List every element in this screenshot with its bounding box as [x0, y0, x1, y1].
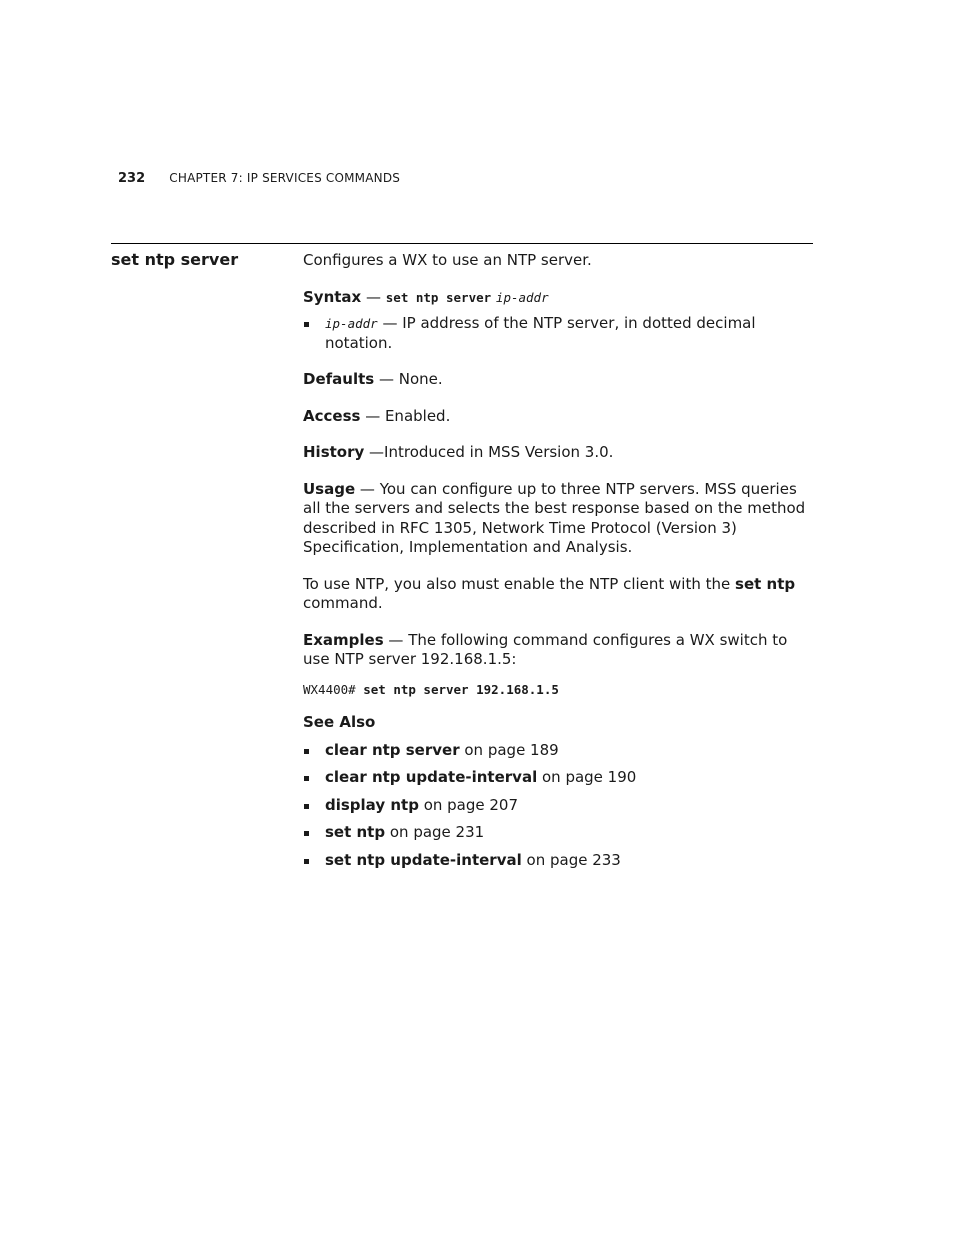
list-item	[303, 768, 813, 788]
examples-paragraph	[303, 631, 813, 670]
defaults-label: Defaults	[303, 370, 375, 388]
see-also-page-ref: on page 189	[459, 740, 559, 759]
example-code	[303, 680, 813, 700]
defaults-line	[303, 370, 813, 390]
see-also-link[interactable]: display ntp	[325, 795, 419, 814]
usage-text: — You can configure up to three NTP servers. MSS queries all the servers and selects the best response based on the method described in RFC 1305, Network Time Protocol (Version 3) Specification, Implementation and Analysis.	[303, 479, 806, 556]
syntax-dash: —	[361, 287, 386, 306]
usage-label: Usage	[303, 479, 356, 498]
page-header	[118, 171, 400, 186]
list-item	[303, 851, 813, 871]
see-also-page-ref: on page 233	[521, 850, 621, 869]
usage-p2-before: To use NTP, you also must enable the NTP client with the	[303, 574, 736, 593]
syntax-label: Syntax	[303, 287, 362, 306]
history-text: —Introduced in MSS Version 3.0.	[364, 443, 614, 461]
see-also-page-ref: on page 231	[385, 823, 485, 841]
param-name: ip-addr	[325, 316, 378, 331]
usage-paragraph-2	[303, 575, 813, 614]
examples-label: Examples	[303, 630, 384, 649]
command-description: Configures a WX to use an NTP server.	[303, 251, 592, 269]
syntax-params-list	[303, 314, 813, 353]
usage-p2-after: command.	[303, 594, 383, 612]
defaults-text: — None.	[374, 370, 443, 388]
command-body	[303, 251, 813, 878]
access-text: — Enabled.	[360, 406, 451, 425]
see-also-link[interactable]: clear ntp server	[325, 740, 460, 759]
list-item	[303, 314, 813, 353]
access-line	[303, 407, 813, 427]
examples-text: — The following command configures a WX switch to use NTP server 192.168.1.5:	[303, 630, 788, 668]
see-also-link[interactable]: set ntp	[325, 823, 386, 841]
see-also-page-ref: on page 207	[418, 795, 519, 814]
page-number: 232	[118, 171, 146, 186]
param-desc: — IP address of the NTP server, in dotted decimal notation.	[325, 314, 756, 352]
syntax-param: ip-addr	[495, 289, 549, 305]
example-prompt: WX4400#	[303, 681, 364, 697]
see-also-heading: See Also	[303, 713, 376, 731]
access-label: Access	[303, 406, 361, 425]
list-item	[303, 823, 813, 843]
section-divider	[111, 243, 813, 244]
usage-paragraph	[303, 480, 813, 558]
command-title: set ntp server	[111, 250, 239, 269]
chapter-title: CHAPTER 7: IP SERVICES COMMANDS	[169, 171, 401, 185]
list-item	[303, 796, 813, 816]
example-command: set ntp server 192.168.1.5	[363, 681, 559, 697]
see-also-link[interactable]: clear ntp update-interval	[325, 768, 538, 786]
syntax-line	[303, 288, 813, 308]
syntax-command: set ntp server	[385, 289, 492, 305]
see-also-page-ref: on page 190	[537, 768, 637, 786]
usage-p2-command: set ntp	[735, 574, 796, 593]
see-also-link[interactable]: set ntp update-interval	[325, 850, 522, 869]
see-also-list	[303, 741, 813, 871]
list-item	[303, 741, 813, 761]
history-line	[303, 443, 813, 463]
history-label: History	[303, 443, 365, 461]
